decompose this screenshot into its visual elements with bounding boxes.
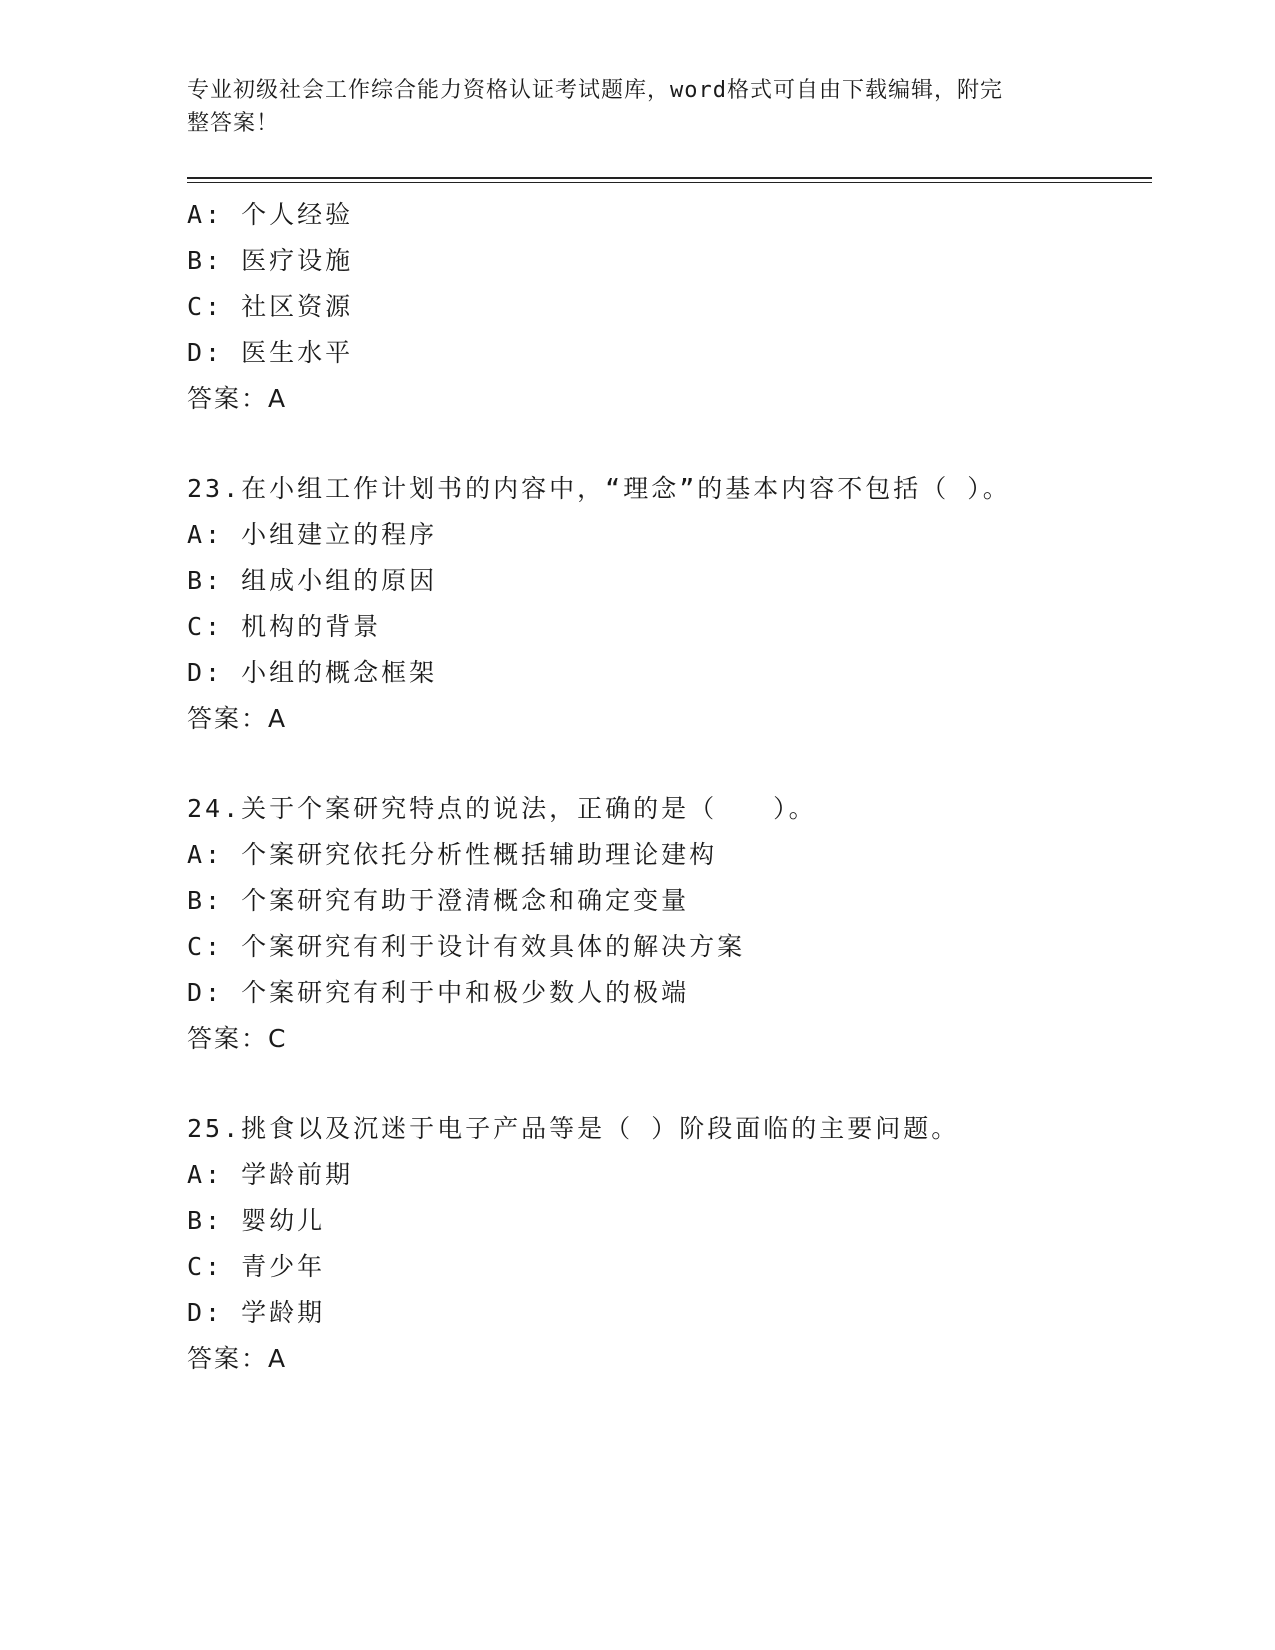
question-block-22 bbox=[187, 192, 1152, 422]
option-d: D: 医生水平 bbox=[187, 338, 354, 367]
option-b: B: 个案研究有助于澄清概念和确定变量 bbox=[187, 886, 690, 915]
question-block-25 bbox=[187, 1106, 1152, 1382]
option-a: A: 小组建立的程序 bbox=[187, 520, 438, 549]
option-d: D: 小组的概念框架 bbox=[187, 658, 438, 687]
answer-line: 答案：A bbox=[187, 1344, 288, 1373]
option-c: C: 青少年 bbox=[187, 1252, 326, 1281]
header-line-2: 整答案！ bbox=[187, 111, 280, 136]
document-header bbox=[187, 74, 1087, 140]
option-b: B: 婴幼儿 bbox=[187, 1206, 326, 1235]
question-text: 25.挑食以及沉迷于电子产品等是（ ）阶段面临的主要问题。 bbox=[187, 1114, 960, 1143]
question-list bbox=[187, 192, 1152, 1382]
option-c: C: 机构的背景 bbox=[187, 612, 382, 641]
answer-line: 答案：A bbox=[187, 384, 288, 413]
option-b: B: 组成小组的原因 bbox=[187, 566, 438, 595]
option-b: B: 医疗设施 bbox=[187, 246, 354, 275]
option-d: D: 个案研究有利于中和极少数人的极端 bbox=[187, 978, 690, 1007]
option-d: D: 学龄期 bbox=[187, 1298, 326, 1327]
spacer bbox=[187, 742, 1152, 786]
option-a: A: 学龄前期 bbox=[187, 1160, 354, 1189]
option-a: A: 个案研究依托分析性概括辅助理论建构 bbox=[187, 840, 718, 869]
question-block-24 bbox=[187, 786, 1152, 1062]
header-divider-thick bbox=[187, 177, 1152, 179]
answer-line: 答案：C bbox=[187, 1024, 288, 1053]
option-c: C: 社区资源 bbox=[187, 292, 354, 321]
spacer bbox=[187, 1062, 1152, 1106]
header-divider-thin bbox=[187, 182, 1152, 183]
option-c: C: 个案研究有利于设计有效具体的解决方案 bbox=[187, 932, 746, 961]
option-a: A: 个人经验 bbox=[187, 200, 354, 229]
question-text: 24.关于个案研究特点的说法，正确的是（ ）。 bbox=[187, 794, 817, 823]
answer-line: 答案：A bbox=[187, 704, 288, 733]
spacer bbox=[187, 422, 1152, 466]
question-text: 23.在小组工作计划书的内容中，“理念”的基本内容不包括（ ）。 bbox=[187, 474, 1011, 503]
header-line-1: 专业初级社会工作综合能力资格认证考试题库，word格式可自由下载编辑，附完 bbox=[187, 78, 1003, 103]
question-block-23 bbox=[187, 466, 1152, 742]
